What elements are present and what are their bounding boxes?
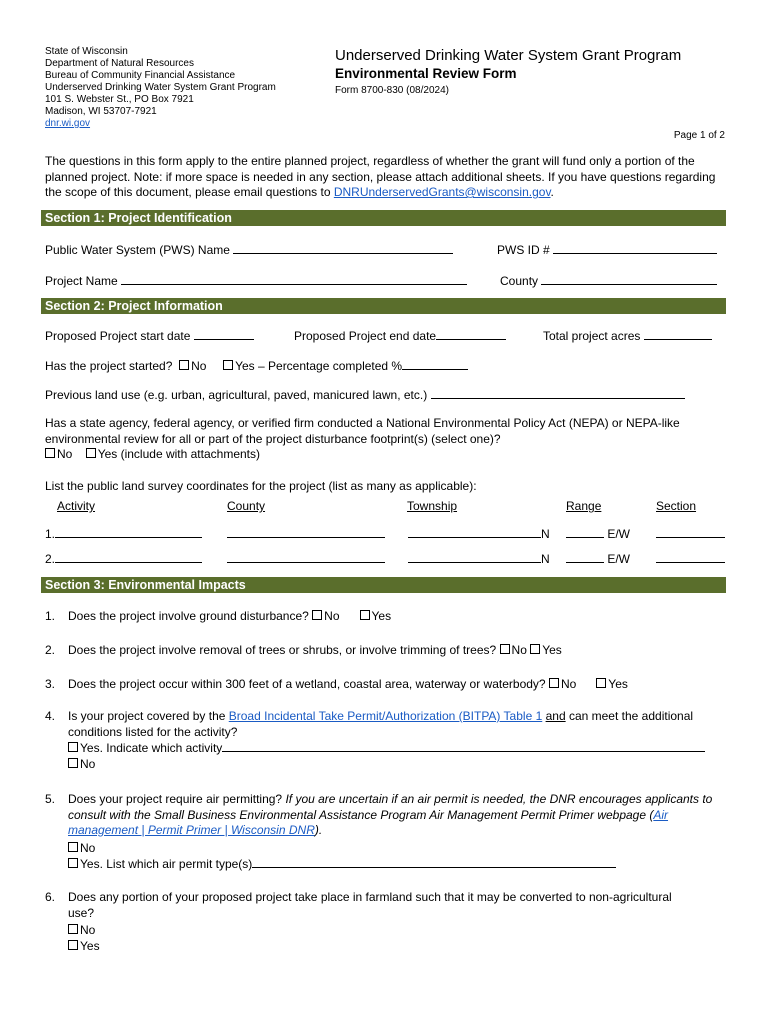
section-1-header: Section 1: Project Identification xyxy=(41,210,726,226)
project-started-row xyxy=(45,358,468,374)
land-use-field[interactable] xyxy=(431,387,685,399)
intro-paragraph xyxy=(45,154,735,201)
end-date-row xyxy=(294,328,506,344)
col-header-activity: Activity xyxy=(57,499,96,513)
started-no-checkbox[interactable] xyxy=(179,360,189,370)
question-text: Is your project covered by the xyxy=(68,709,229,723)
agency-address-block xyxy=(45,46,276,130)
pws-name-field[interactable] xyxy=(233,242,453,254)
question-2 xyxy=(45,643,728,659)
question-3 xyxy=(45,677,728,693)
acres-field[interactable] xyxy=(644,328,712,340)
plss-county-field[interactable] xyxy=(227,526,385,538)
q1-no-checkbox[interactable] xyxy=(312,610,322,620)
and-link[interactable]: and xyxy=(545,709,566,723)
activity-field[interactable] xyxy=(55,551,202,563)
nepa-question-text: Has a state agency, federal agency, or verified firm conducted a National Environmental Policy Act (NEPA) or NEPA-like environmental review for all or part of the project disturbance footprint(s) (select one)? xyxy=(45,416,680,446)
question-4 xyxy=(45,709,728,772)
project-name-label: Project Name xyxy=(45,274,118,288)
nepa-question xyxy=(45,416,735,463)
question-number: 2. xyxy=(45,643,56,657)
county-label: County xyxy=(500,274,539,288)
plss-instruction: List the public land survey coordinates for the project (list as many as applicable): xyxy=(45,479,477,493)
pws-id-row xyxy=(497,242,717,258)
nepa-yes-label: Yes (include with attachments) xyxy=(97,447,260,461)
q2-yes-checkbox[interactable] xyxy=(530,644,540,654)
bitpa-link[interactable]: Broad Incidental Take Permit/Authorization (BITPA) Table 1 xyxy=(228,709,543,723)
air-permit-primer-link[interactable]: Air management | Permit Primer | Wisconsin DNR xyxy=(68,807,669,837)
percent-completed-field[interactable] xyxy=(402,358,468,370)
plss-county-field[interactable] xyxy=(227,551,385,563)
row-number: 1. xyxy=(45,527,56,541)
q6-no-checkbox[interactable] xyxy=(68,924,78,934)
activity-indicate-field[interactable] xyxy=(222,740,705,752)
started-yes-checkbox[interactable] xyxy=(223,360,233,370)
start-date-label: Proposed Project start date xyxy=(45,329,191,343)
end-date-field[interactable] xyxy=(436,328,506,340)
q5-yes-checkbox[interactable] xyxy=(68,858,78,868)
q6-yes-label: Yes xyxy=(80,938,100,953)
q4-yes-checkbox[interactable] xyxy=(68,742,78,752)
q6-yes-checkbox[interactable] xyxy=(68,940,78,950)
project-started-question: Has the project started? xyxy=(45,359,173,373)
intro-text: The questions in this form apply to the entire planned project, regardless of whether the grant will fund only a portion of the planned project. Note: if more space is needed in any section, please attach additional sheets. If you have questions regarding the scope of this document, please email questions to xyxy=(45,154,716,199)
question-number: 3. xyxy=(45,677,56,691)
col-header-township: Township xyxy=(407,499,458,513)
q3-yes-checkbox[interactable] xyxy=(596,678,606,688)
section-3-header: Section 3: Environmental Impacts xyxy=(41,577,726,593)
start-date-field[interactable] xyxy=(194,328,254,340)
agency-line: Underserved Drinking Water System Grant Program xyxy=(45,82,276,93)
agency-line: State of Wisconsin xyxy=(45,46,128,57)
q1-yes-label: Yes xyxy=(371,609,392,623)
project-name-field[interactable] xyxy=(121,273,467,285)
project-name-row xyxy=(45,273,467,289)
agency-website-link[interactable]: dnr.wi.gov xyxy=(45,118,91,129)
township-field[interactable] xyxy=(408,526,541,538)
started-yes-label: Yes – Percentage completed % xyxy=(235,359,403,373)
q3-no-label: No xyxy=(560,677,577,691)
q4-no-label: No xyxy=(80,756,96,771)
activity-field[interactable] xyxy=(55,526,202,538)
section-field[interactable] xyxy=(656,526,725,538)
question-number: 6. xyxy=(45,890,56,904)
q1-yes-checkbox[interactable] xyxy=(360,610,370,620)
q5-no-label: No xyxy=(80,840,96,855)
question-guidance: If you are uncertain if an air permit is needed, the DNR encourages applicants to consult with the Small Business Environmental Assistance Program Air Management Permit Primer webpage ( xyxy=(68,792,713,822)
q5-no-checkbox[interactable] xyxy=(68,842,78,852)
q5-yes-label: Yes. List which air permit type(s) xyxy=(80,857,253,871)
q4-yes-label: Yes. Indicate which activity xyxy=(80,741,223,755)
question-text: Does your project require air permitting? xyxy=(68,792,286,806)
pws-id-label: PWS ID # xyxy=(497,243,550,257)
q3-no-checkbox[interactable] xyxy=(549,678,559,688)
row-number: 2. xyxy=(45,552,56,566)
nepa-no-label: No xyxy=(57,447,73,461)
air-permit-type-field[interactable] xyxy=(252,856,616,868)
q4-no-checkbox[interactable] xyxy=(68,758,78,768)
start-date-row xyxy=(45,328,254,344)
q6-no-label: No xyxy=(80,923,96,937)
question-number: 5. xyxy=(45,792,56,806)
township-field[interactable] xyxy=(408,551,541,563)
question-5 xyxy=(45,792,728,873)
north-label: N xyxy=(541,552,550,566)
nepa-options xyxy=(45,447,735,463)
page-number: Page 1 of 2 xyxy=(673,130,725,141)
section-field[interactable] xyxy=(656,551,725,563)
question-1 xyxy=(45,609,728,625)
q2-no-checkbox[interactable] xyxy=(500,644,510,654)
pws-name-row xyxy=(45,242,453,258)
intro-end: . xyxy=(550,185,554,199)
range-field[interactable] xyxy=(566,551,604,563)
col-header-range: Range xyxy=(566,499,602,513)
question-text: Does any portion of your proposed project take place in farmland such that it may be converted to non-agricultural use? xyxy=(68,890,672,920)
land-use-row xyxy=(45,387,685,403)
nepa-yes-checkbox[interactable] xyxy=(86,448,96,458)
form-title-block xyxy=(335,46,681,97)
plss-row xyxy=(45,526,202,542)
question-text: Does the project occur within 300 feet of a wetland, coastal area, waterway or waterbody? xyxy=(68,677,546,691)
end-date-label: Proposed Project end date xyxy=(294,329,437,343)
question-guidance-end: ). xyxy=(314,823,323,837)
section-2-header: Section 2: Project Information xyxy=(41,298,726,314)
land-use-label: Previous land use (e.g. urban, agricultural, paved, manicured lawn, etc.) xyxy=(45,388,428,402)
contact-email-link[interactable]: DNRUnderservedGrants@wisconsin.gov xyxy=(333,185,551,199)
q2-yes-label: Yes xyxy=(542,643,562,657)
agency-line: Department of Natural Resources xyxy=(45,58,194,69)
agency-line: Madison, WI 53707-7921 xyxy=(45,106,157,117)
question-number: 4. xyxy=(45,709,56,723)
acres-label: Total project acres xyxy=(543,329,641,343)
ew-label: E/W xyxy=(607,527,631,541)
started-no-label: No xyxy=(191,359,207,373)
nepa-no-checkbox[interactable] xyxy=(45,448,55,458)
pws-id-field[interactable] xyxy=(553,242,717,254)
plss-row xyxy=(45,551,202,567)
range-field[interactable] xyxy=(566,526,604,538)
ew-label: E/W xyxy=(607,552,631,566)
q2-no-label: No xyxy=(511,643,527,657)
program-name: Underserved Drinking Water System Grant Program xyxy=(335,47,682,64)
question-text-cont: can meet the additional conditions listed for the activity? xyxy=(68,709,694,739)
q1-no-label: No xyxy=(324,609,340,623)
county-field[interactable] xyxy=(541,273,717,285)
north-label: N xyxy=(541,527,550,541)
agency-line: 101 S. Webster St., PO Box 7921 xyxy=(45,94,194,105)
county-row xyxy=(500,273,717,289)
agency-line: Bureau of Community Financial Assistance xyxy=(45,70,236,81)
form-number: Form 8700-830 (08/2024) xyxy=(335,85,449,96)
pws-name-label: Public Water System (PWS) Name xyxy=(45,243,230,257)
q3-yes-label: Yes xyxy=(608,677,628,691)
question-6 xyxy=(45,890,728,954)
col-header-county: County xyxy=(227,499,266,513)
question-text: Does the project involve removal of trees or shrubs, or involve trimming of trees? xyxy=(68,643,497,657)
question-number: 1. xyxy=(45,609,56,623)
col-header-section: Section xyxy=(656,499,697,513)
form-title: Environmental Review Form xyxy=(335,66,517,81)
acres-row xyxy=(543,328,712,344)
question-text: Does the project involve ground disturbance? xyxy=(68,609,309,623)
